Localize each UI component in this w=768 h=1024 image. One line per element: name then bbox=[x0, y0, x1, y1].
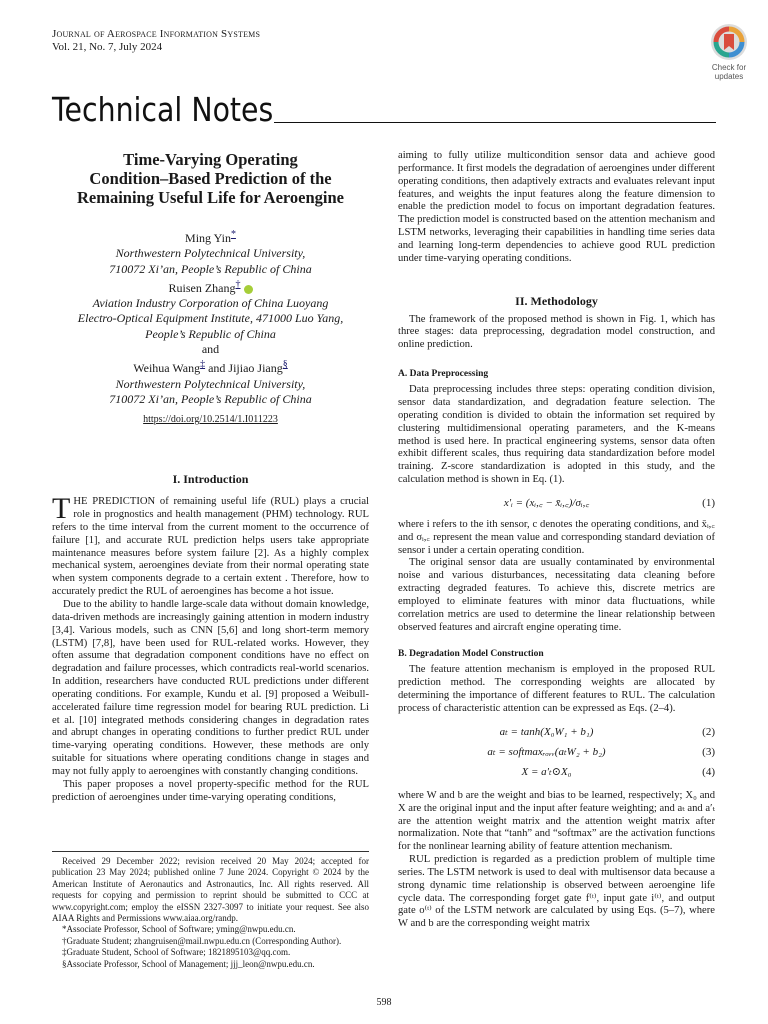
footnotes bbox=[52, 851, 369, 970]
equation-2: aₜ = tanh(X₀W₁ + b₁) (2) bbox=[499, 725, 715, 738]
equation-4: X = a′ₜ⊙X₀ (4) bbox=[521, 765, 715, 778]
orcid-icon[interactable] bbox=[244, 285, 253, 294]
affiliation: Electro-Optical Equipment Institute, 471000 Luo Yang, bbox=[77, 311, 344, 326]
affiliation: 710072 Xi’an, People’s Republic of China bbox=[109, 391, 312, 406]
drop-cap: T bbox=[52, 492, 71, 526]
body-paragraph: RUL prediction is regarded as a prediction problem of multiple time series. The LSTM network is used to deal with multisensor data because a strong dynamic time relationship is observed between aeroengine life cycle data. The corresponding forget gate f⁽ᵗ⁾, input gate i⁽ᵗ⁾, and output gate o⁽ᵗ⁾ of the LSTM network are calculated by using Eqs. (5–7), where W and b are the corresponding weight matrix bbox=[398, 854, 715, 930]
subsection-heading-b: B. Degradation Model Construction bbox=[398, 649, 544, 660]
equation-1: x′ᵢ = (xᵢ,꜀ − x̄ᵢ,꜀)/σᵢ,꜀ (1) bbox=[503, 496, 715, 509]
methodology-heading: II. Methodology bbox=[515, 293, 598, 308]
journal-header bbox=[52, 28, 260, 54]
intro-paragraph: THE PREDICTION of remaining useful life (RUL) plays a crucial role in prognostics and health management (PHM) technology. RUL refers to the time interval from the current moment to the occurrence of failure [1], and accurate RUL prediction helps users take appropriate maintenance measures before system failure [2]. As a highly complex mechanical system, aeroengines deviate from their normal operating state when system components degrade to a certain extent . Therefore, how to accurately predict the RUL of aeroengines has become a hot issue. bbox=[52, 492, 369, 598]
affiliation: 710072 Xi’an, People’s Republic of China bbox=[109, 261, 312, 276]
body-paragraph: Data preprocessing includes three steps: operating condition division, sensor data standardization, and degradation feature selection. The operating condition is divided to obtain the information set required by clustering multidimensional operating parameters, and the K-means method is used here. In practical engineering systems, sensor data often exhibit different scales, thus requiring data standardization before model training. Z-score standardization is adopted in this study, and the calculation method is shown in Eq. (1). bbox=[398, 384, 715, 486]
affiliation: Northwestern Polytechnical University, bbox=[115, 246, 306, 261]
section-rule bbox=[274, 122, 716, 123]
body-paragraph: where i refers to the ith sensor, c denotes the operating conditions, and x̄ᵢ,꜀ and σᵢ,꜀ represent the mean value and corresponding standard deviation of sensor i under a certain operating condition. bbox=[398, 518, 715, 556]
method-paragraph: The framework of the proposed method is shown in Fig. 1, which has three stages: data preprocessing, degradation model construction, and online prediction. bbox=[398, 313, 715, 351]
author-block bbox=[52, 227, 369, 407]
footnote: §Associate Professor, School of Management; jjj_leon@nwpu.edu.cn. bbox=[62, 958, 315, 969]
affiliation: People’s Republic of China bbox=[145, 326, 276, 341]
affiliation: Aviation Industry Corporation of China Luoyang bbox=[92, 296, 329, 311]
author-name: Ming Yin* bbox=[185, 229, 236, 245]
intro-paragraph: This paper proposes a novel property-specific method for the RUL prediction of aeroengines under time-varying operating conditions, bbox=[52, 778, 369, 803]
intro-heading: I. Introduction bbox=[172, 472, 249, 487]
author-name: Ruisen Zhang† bbox=[52, 277, 369, 296]
section-banner bbox=[52, 90, 716, 130]
intro-paragraph: Due to the ability to handle large-scale data without domain knowledge, data-driven methods are increasingly gaining attention in modern industry [3,4]. Various models, such as CNN [5,6] and long short-term memory (LSTM) [7,8], have been used for RUL-related works. However, they often assume that degradation component conditions have no effect on degradation and failure processes, which contradicts real-world scenarios. In addition, researchers have conducted RUL predictions under different operating conditions. For example, Kundu et al. [9] proposed a Weibull-accelerated failure time regression model for bearing RUL prediction. Li et al. [10] integrated methods considering changes in degradation rates and abrupt changes in operating conditions to further predict RUL under time-varying operating conditions. However, these methods are only suitable for situations where operating conditions change in stages and may not fully apply to aeroengines with constantly changing conditions. bbox=[52, 599, 369, 777]
intro-continuation: aiming to fully utilize multicondition sensor data and achieve good performance. It first models the degradation of aeroengines under different operating conditions, then adaptively extracts and evaluates relevant input features, and weights the input features along the feature dimension to enable the prediction model to focus on important degradation features. The prediction model is constructed based on the attention mechanism and LSTM networks, leveraging their capabilities in handling time series data and learning long-term dependencies to achieve good RUL prediction under time-varying operating conditions. bbox=[398, 150, 715, 264]
affiliation: Northwestern Polytechnical University, bbox=[115, 376, 306, 391]
author-name: Weihua Wang‡ and Jijiao Jiang§ bbox=[133, 359, 288, 376]
footnote: †Graduate Student; zhangruisen@mail.nwpu.edu.cn (Corresponding Author). bbox=[62, 935, 342, 946]
equation-3: aₜ = softmaxᵣₒᵥᵥ(aₜW₂ + b₂) (3) bbox=[487, 745, 715, 758]
doi-link[interactable]: https://doi.org/10.2514/1.I011223 bbox=[143, 414, 278, 426]
page-number: 598 bbox=[376, 997, 392, 1008]
footnote: *Associate Professor, School of Software; yming@nwpu.edu.cn. bbox=[62, 924, 296, 935]
intro-body bbox=[52, 492, 369, 804]
article-title: Time-Varying Operating Condition–Based Prediction of the Remaining Useful Life for Aeroengine bbox=[76, 150, 345, 207]
check-for-updates-badge[interactable] bbox=[700, 24, 758, 86]
section-title: Technical Notes bbox=[52, 90, 274, 129]
author-conjunction: and bbox=[201, 342, 220, 357]
journal-volume: Vol. 21, No. 7, July 2024 bbox=[52, 41, 163, 53]
body-paragraph: The original sensor data are usually contaminated by environmental noise and various disturbances, necessitating data cleaning before extracting degraded features. To achieve this, discrete metrics are employed to eliminate features with minor data fluctuations, while correlation metrics are used to determine the linear relationship between observed features and aircraft engine operating time. bbox=[398, 557, 715, 633]
footnote: ‡Graduate Student, School of Software; 1821895103@qq.com. bbox=[62, 947, 291, 958]
left-column bbox=[52, 150, 369, 805]
check-for-updates-label: Check for updates bbox=[711, 63, 747, 81]
body-paragraph: The feature attention mechanism is employed in the proposed RUL prediction method. The corresponding weights are allocated by determining the importance of different features to RUL. The calculation process of characteristic attention can be expressed as Eqs. (2–4). bbox=[398, 664, 715, 714]
bookmark-check-icon bbox=[711, 24, 747, 60]
journal-name: Journal of Aerospace Information Systems bbox=[52, 28, 261, 40]
body-paragraph: where W and b are the weight and bias to be learned, respectively; X₀ and X are the original input and the input after feature weighting; and aₜ and a′ₜ are the attention weight matrix and the attention weight matrix after normalization. Note that “tanh” and “softmax” are the activation functions for the nonlinear learning ability of feature attention mechanism. bbox=[398, 789, 716, 853]
subsection-heading-a: A. Data Preprocessing bbox=[398, 369, 489, 380]
received-note: Received 29 December 2022; revision received 20 May 2024; accepted for publication 23 May 2024; published online 7 June 2024. Copyright © 2024 by the American Institute of Aeronautics and Astronautics, Inc. All rights reserved. All requests for copying and permission to reprint should be submitted to CCC at www.copyright.com; employ the eISSN 2327-3097 to initiate your request. See also AIAA Rights and Permissions www.aiaa.org/randp. bbox=[52, 856, 369, 924]
right-column bbox=[398, 150, 715, 931]
